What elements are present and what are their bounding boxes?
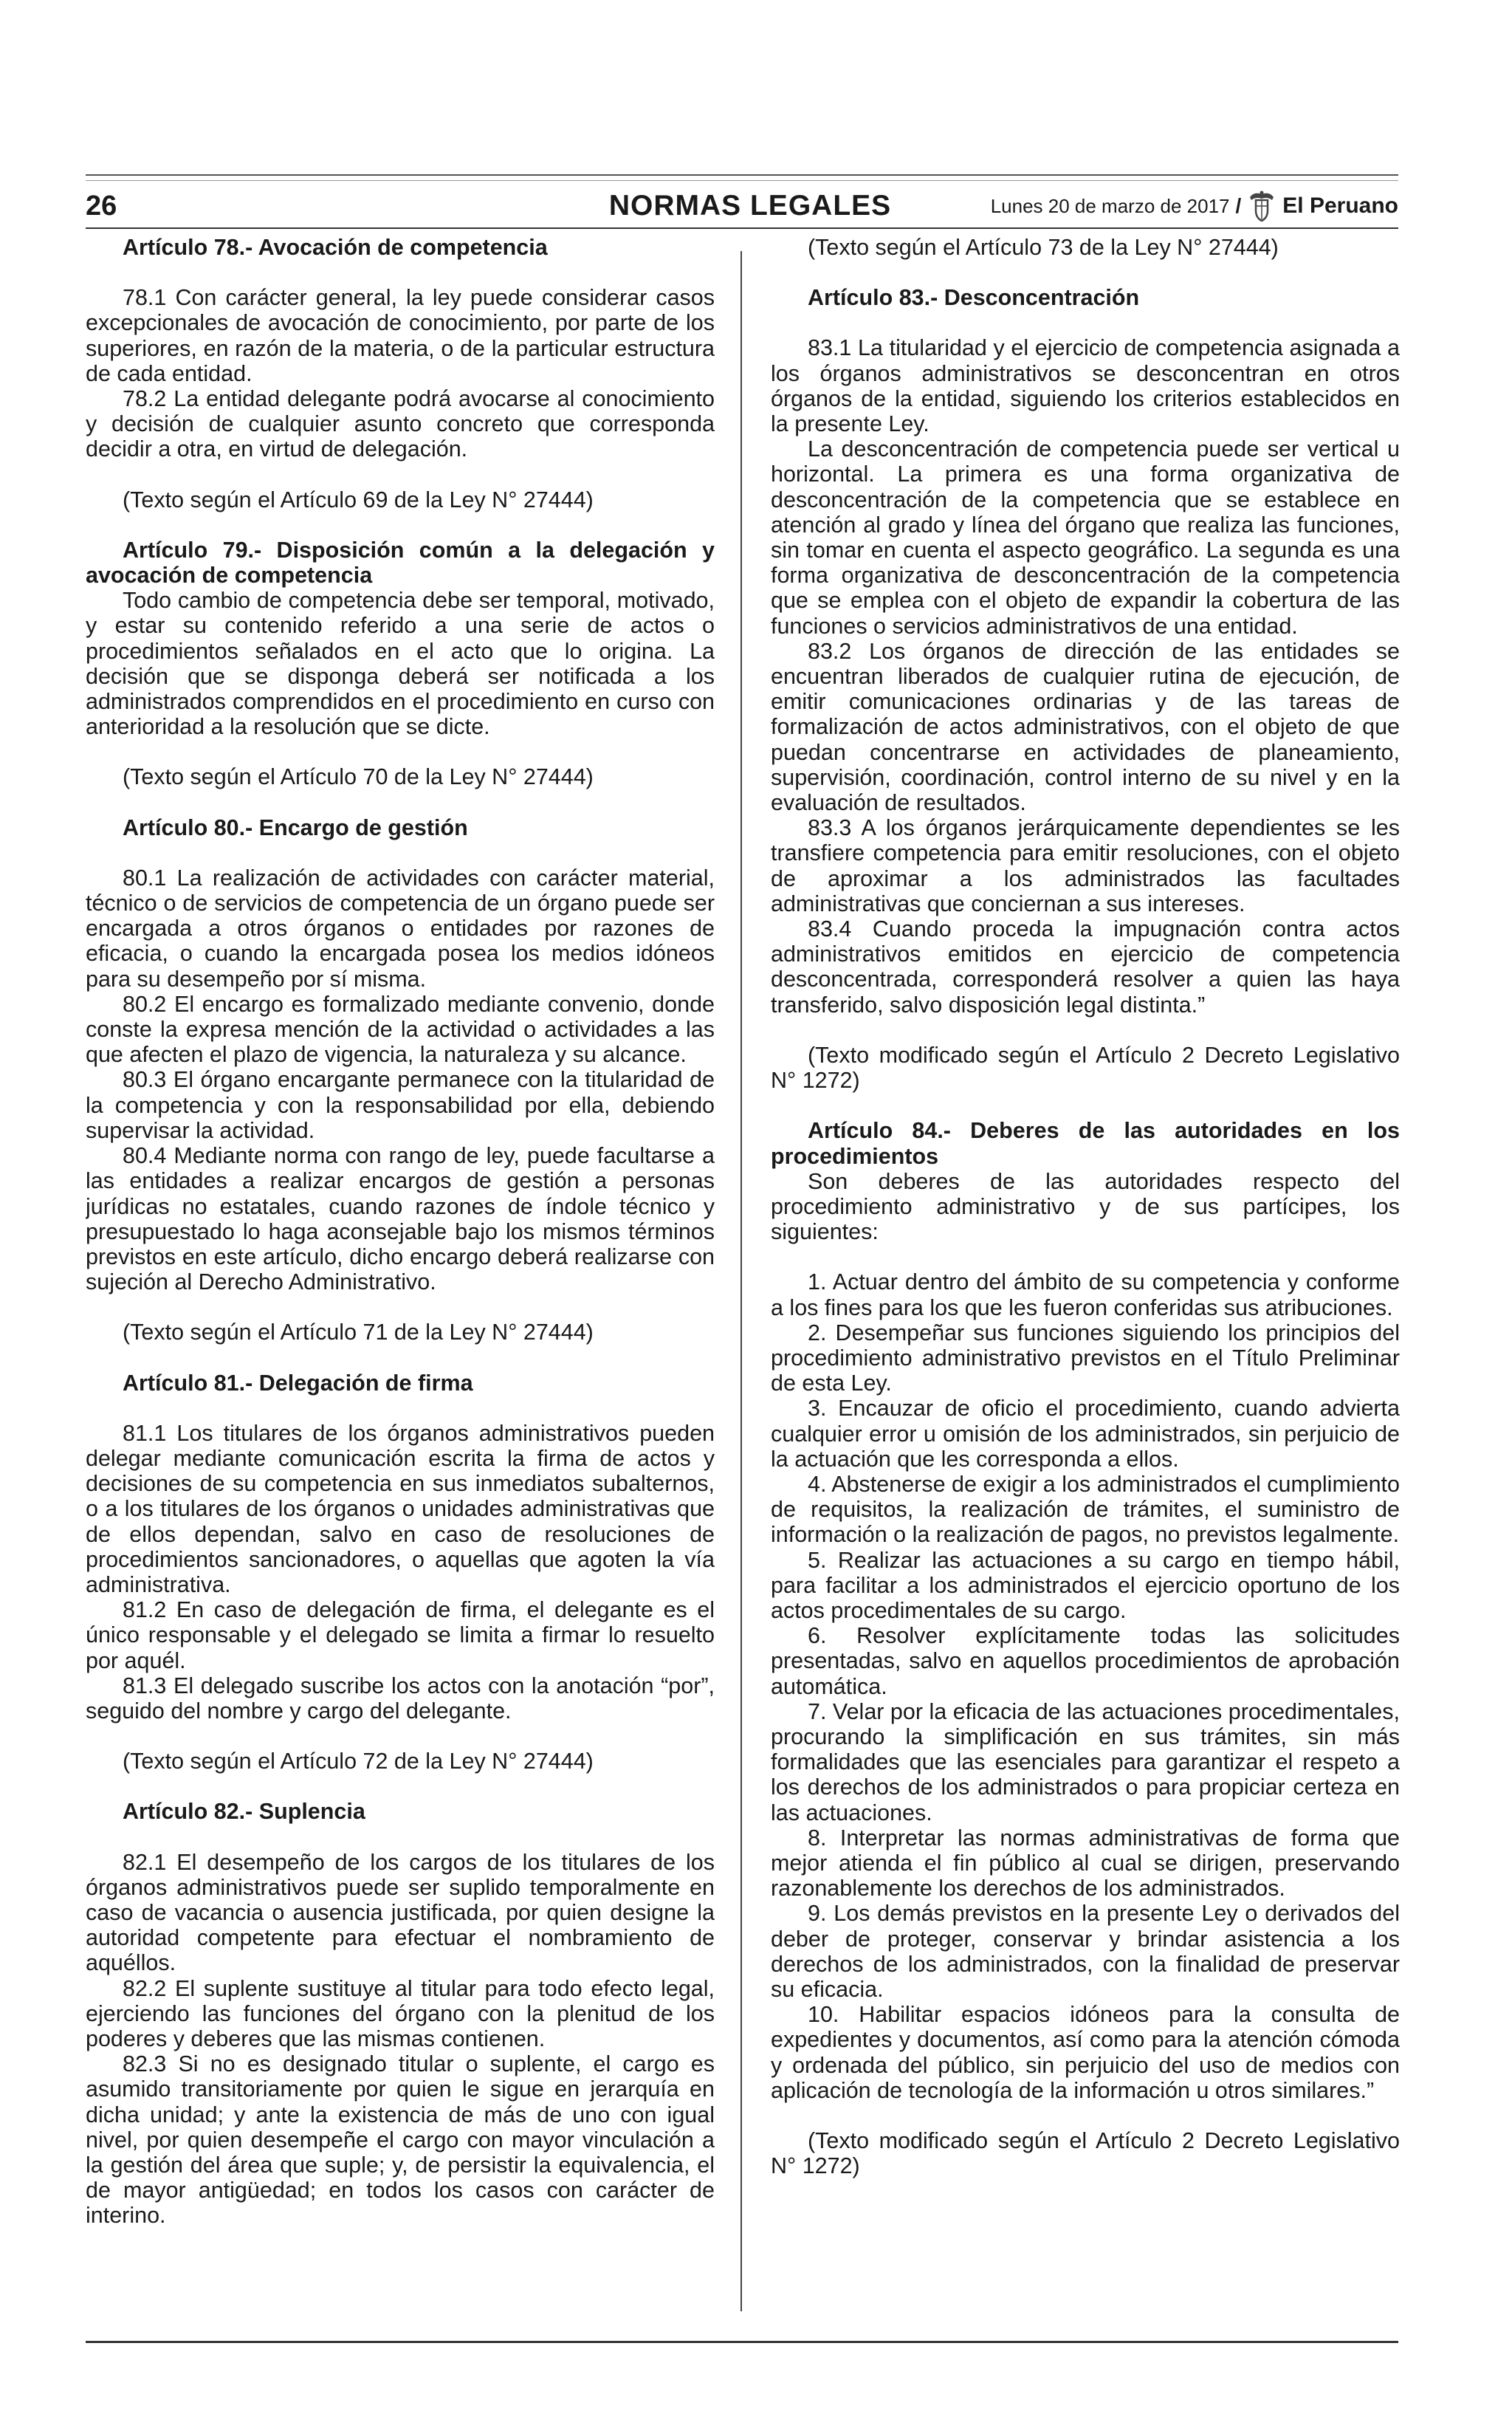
article-heading: Artículo 84.- Deberes de las autoridades en los procedimientos [771,1118,1400,1169]
paragraph: 81.2 En caso de delegación de firma, el delegante es el único responsable y el delegado se limita a firmar lo resuelto por aquél. [86,1597,715,1673]
source-note: (Texto según el Artículo 72 de la Ley N° 27444) [123,1749,594,1774]
paragraph-spacer [86,512,715,538]
paragraph-spacer [86,260,715,285]
paragraph-spacer [771,310,1400,335]
article-heading: Artículo 80.- Encargo de gestión [123,814,468,840]
paragraph: 82.3 Si no es designado titular o suplente, el cargo es asumido transitoriamente por quien le sigue en jerarquía en dicha unidad; y ante la existencia de más de uno con igual nivel, por quien desempeñe el cargo con mayor vinculación a la gestión del área que suple; y, de persistir la equivalencia, el de mayor antigüedad; en todos los casos con carácter de interino. [86,2051,715,2229]
column-divider [740,251,742,2311]
article-heading: Artículo 78.- Avocación de competencia [123,235,548,260]
paragraph-spacer [86,462,715,487]
paragraph: 83.3 A los órganos jerárquicamente dependientes se les transfiere competencia para emitir resoluciones, con el objeto de aproximar a los administrados las facultades administrativas que conciernan a sus intereses. [771,815,1400,916]
paragraph: 1. Actuar dentro del ámbito de su competencia y conforme a los fines para los que les fueron conferidas sus atribuciones. [771,1269,1400,1320]
paragraph-spacer [86,840,715,865]
paragraph: Todo cambio de competencia debe ser temporal, motivado, y estar su contenido referido a una serie de actos o procedimientos señalados en el acto que lo origina. La decisión que se disponga deberá ser notificada a los administrados comprendidos en el procedimiento en curso con anterioridad a la resolución que se dicte. [86,588,715,740]
coat-of-arms-icon [1247,190,1276,222]
paragraph-spacer [86,1345,715,1371]
right-column [771,235,1400,2339]
paragraph: 80.4 Mediante norma con rango de ley, puede facultarse a las entidades a realizar encargos de gestión a personas jurídicas no estatales, cuando razones de índole técnico y presupuestado lo haga aconsejable bajo los mismos términos previstos en este artículo, dicho encargo deberá realizarse con sujeción al Derecho Administrativo. [86,1143,715,1295]
header-bottom-rule [86,227,1398,229]
footer-rule [86,2341,1398,2343]
header-top-rule [86,174,1398,176]
paragraph: 82.1 El desempeño de los cargos de los titulares de los órganos administrativos puede ser suplido temporalmente en caso de vacancia o ausencia justificada, por quien designe la autoridad competente para efectuar el nombramiento de aquéllos. [86,1849,715,1976]
source-note: (Texto modificado según el Artículo 2 Decreto Legislativo N° 1272) [771,1042,1400,1094]
paragraph: 83.1 La titularidad y el ejercicio de competencia asignada a los órganos administrativos se desconcentran en otros órganos de la entidad, siguiendo los criterios establecidos en la presente Ley. [771,335,1400,437]
paragraph-spacer [771,1244,1400,1269]
paragraph-spacer [86,739,715,764]
paragraph-spacer [86,790,715,815]
article-heading: Artículo 81.- Delegación de firma [123,1370,473,1396]
paragraph-spacer [86,1396,715,1421]
paragraph: 81.1 Los titulares de los órganos administrativos pueden delegar mediante comunicación escrita la firma de actos y decisiones de su competencia en sus inmediatos subalternos, o a los titulares de los órganos o unidades administrativas que de ellos dependan, salvo en caso de resoluciones de procedimientos sancionadores, o aquellas que agoten la vía administrativa. [86,1420,715,1597]
paragraph: 78.1 Con carácter general, la ley puede considerar casos excepcionales de avocación de conocimiento, por parte de los superiores, en razón de la materia, o de la particular estructura de cada entidad. [86,285,715,386]
paragraph: 9. Los demás previstos en la presente Ley o derivados del deber de proteger, conservar y brindar asistencia a los derechos de los administrados, con la finalidad de preservar su eficacia. [771,1901,1400,2002]
paragraph-spacer [86,1294,715,1320]
paragraph-spacer [86,1825,715,1850]
source-note: (Texto según el Artículo 70 de la Ley N° 27444) [123,764,594,790]
paragraph: 4. Abstenerse de exigir a los administrados el cumplimiento de requisitos, la realización de trámites, el suministro de información o la realización de pagos, no previstos legalmente. [771,1471,1400,1548]
paragraph: 10. Habilitar espacios idóneos para la consulta de expedientes y documentos, así como para la atención cómoda y ordenada del público, sin perjuicio del uso de medios con aplicación de tecnología de la información u otros similares.” [771,2002,1400,2103]
paragraph: 7. Velar por la eficacia de las actuaciones procedimentales, procurando la simplificación en sus trámites, sin más formalidades que las esenciales para garantizar el respeto a los derechos de los administrados o para propiciar certeza en las actuaciones. [771,1698,1400,1825]
source-note: (Texto modificado según el Artículo 2 Decreto Legislativo N° 1272) [771,2128,1400,2179]
paragraph: 80.2 El encargo es formalizado mediante convenio, donde conste la expresa mención de la actividad o actividades a las que afecten el plazo de vigencia, la naturaleza y su alcance. [86,991,715,1068]
paragraph-spacer [771,1018,1400,1043]
paragraph: 83.4 Cuando proceda la impugnación contra actos administrativos emitidos en ejercicio de competencia desconcentrada, corresponderá resolver a quien las haya transferido, salvo disposición legal distinta.” [771,916,1400,1018]
section-title: NORMAS LEGALES [608,190,892,222]
article-heading: Artículo 82.- Suplencia [123,1799,365,1825]
paragraph: 80.3 El órgano encargante permanece con la titularidad de la competencia y con la responsabilidad por ella, debiendo supervisar la actividad. [86,1067,715,1143]
paragraph: Son deberes de las autoridades respecto del procedimiento administrativo y de sus partícipes, los siguientes: [771,1168,1400,1245]
paragraph: 78.2 La entidad delegante podrá avocarse al conocimiento y decisión de cualquier asunto concreto que corresponda decidir a otra, en virtud de delegación. [86,386,715,462]
paragraph-spacer [771,1093,1400,1118]
header-top-rule-thin [86,180,1398,181]
paragraph: 3. Encauzar de oficio el procedimiento, cuando advierta cualquier error u omisión de los administrados, sin perjuicio de la actuación que les corresponda a ellos. [771,1396,1400,1472]
paragraph: 2. Desempeñar sus funciones siguiendo los principios del procedimiento administrativo previstos en el Título Preliminar de esta Ley. [771,1320,1400,1396]
source-note: (Texto según el Artículo 69 de la Ley N° 27444) [123,487,594,512]
paragraph-spacer [86,1774,715,1799]
paragraph: 81.3 El delegado suscribe los actos con la anotación “por”, seguido del nombre y cargo del delegante. [86,1673,715,1724]
source-note: (Texto según el Artículo 73 de la Ley N° 27444) [808,235,1279,260]
paragraph-spacer [771,260,1400,285]
paragraph: 6. Resolver explícitamente todas las solicitudes presentadas, salvo en aquellos procedimientos de aprobación automática. [771,1623,1400,1699]
newspaper-name: El Peruano [1282,193,1398,218]
paragraph: La desconcentración de competencia puede ser vertical u horizontal. La primera es una forma organizativa de desconcentración de la competencia que se establece en atención al grado y línea del órgano que realiza las funciones, sin tomar en cuenta el aspecto geográfico. La segunda es una forma organizativa de desconcentración de la competencia que se emplea con el objeto de expandir la cobertura de las funciones o servicios administrativos de una entidad. [771,436,1400,639]
publication-date: Lunes 20 de marzo de 2017 [990,195,1230,217]
article-heading: Artículo 83.- Desconcentración [808,285,1140,311]
header-masthead [991,188,1398,224]
article-heading: Artículo 79.- Disposición común a la delegación y avocación de competencia [86,537,715,589]
paragraph-spacer [86,1724,715,1749]
source-note: (Texto según el Artículo 71 de la Ley N° 27444) [123,1320,594,1345]
paragraph: 8. Interpretar las normas administrativas de forma que mejor atienda el fin público al cual se dirigen, preservando razonablemente los derechos de los administrados. [771,1825,1400,1901]
left-column [86,235,715,2339]
paragraph: 83.2 Los órganos de dirección de las entidades se encuentran liberados de cualquier rutina de ejecución, de emitir comunicaciones ordinarias y de las tareas de formalización de actos administrativos, con el objeto de que puedan concentrarse en actividades de planeamiento, supervisión, coordinación, control interno de su nivel y en la evaluación de resultados. [771,638,1400,816]
paragraph-spacer [771,2103,1400,2128]
page-header [86,188,1398,224]
paragraph: 5. Realizar las actuaciones a su cargo en tiempo hábil, para facilitar a los administrados el ejercicio oportuno de los actos procedimentales de su cargo. [771,1547,1400,1623]
paragraph: 82.2 El suplente sustituye al titular para todo efecto legal, ejerciendo las funciones del órgano con la plenitud de los poderes y deberes que las mismas contienen. [86,1975,715,2051]
header-separator: / [1235,194,1242,217]
page-number: 26 [86,191,117,222]
paragraph: 80.1 La realización de actividades con carácter material, técnico o de servicios de competencia de un órgano puede ser encargada a otros órganos o entidades por razones de eficacia, o cuando la encargada posea los medios idóneos para su desempeño por sí misma. [86,865,715,992]
